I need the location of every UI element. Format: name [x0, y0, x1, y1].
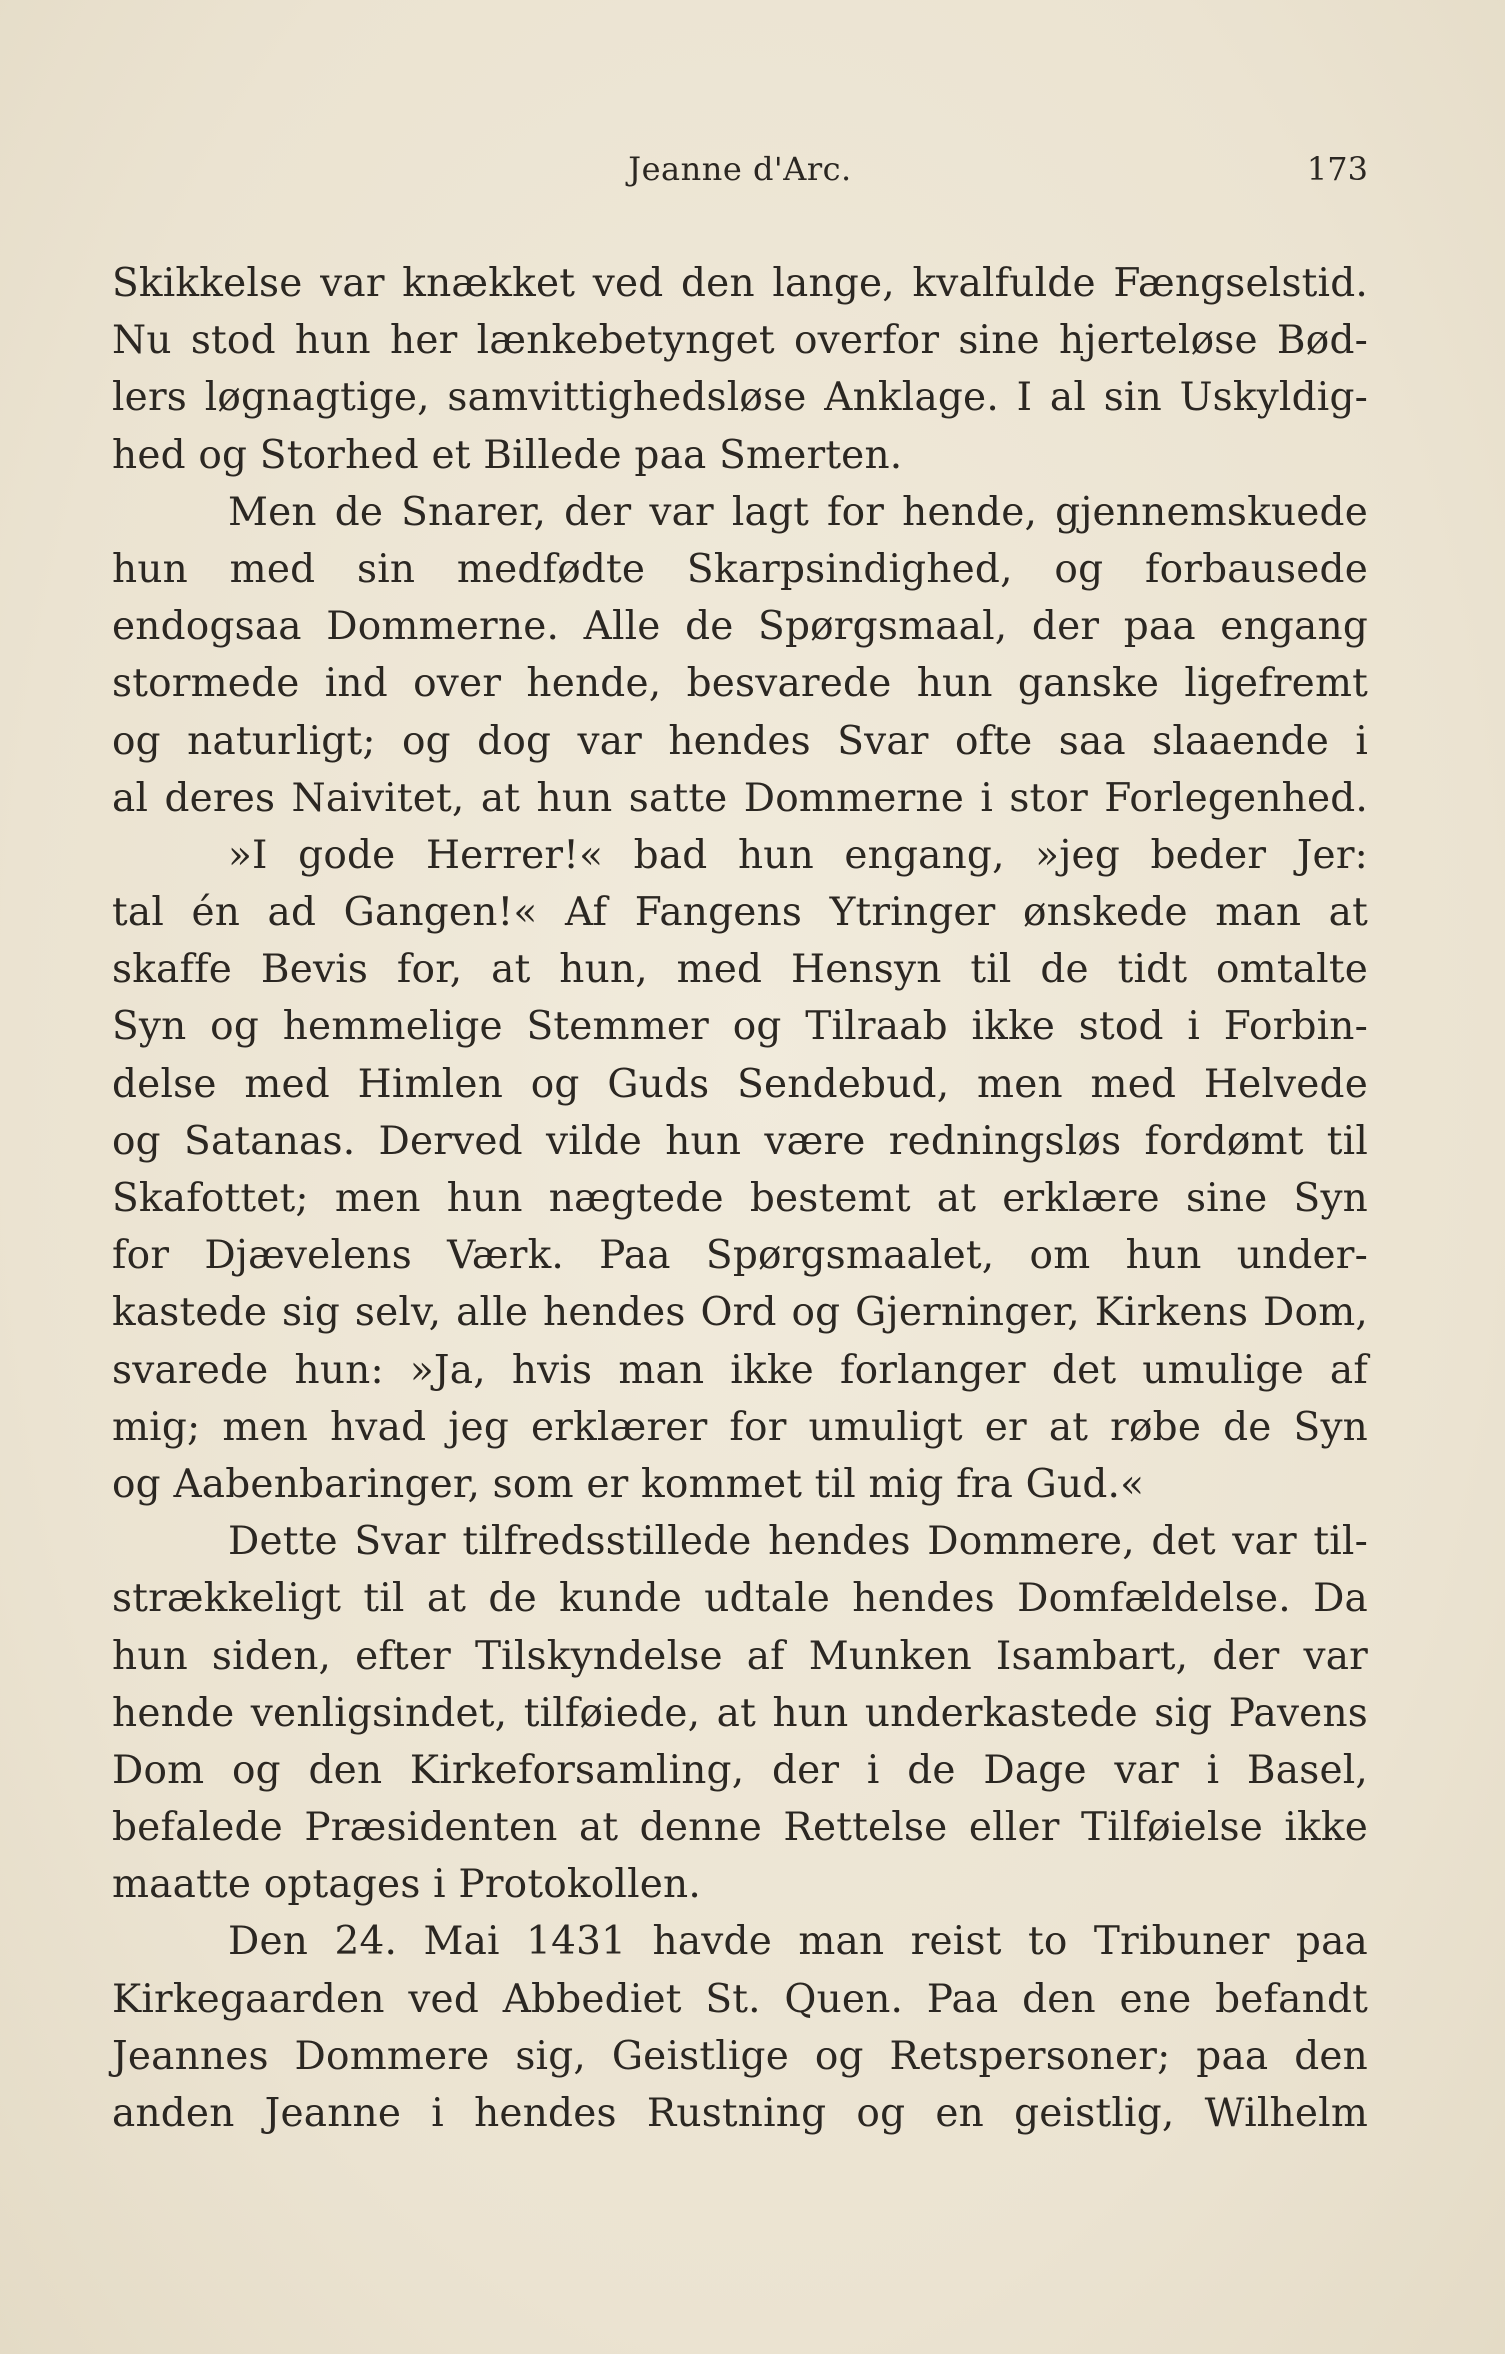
text-line: tal én ad Gangen!« Af Fangens Ytringer ønskede man at: [112, 890, 1368, 936]
paragraph-first-line: Dette Svar tilfredsstillede hendes Dommere, det var til-: [228, 1519, 1368, 1565]
text-line: mig; men hvad jeg erklærer for umuligt er at røbe de Syn: [112, 1404, 1368, 1450]
text-line: anden Jeanne i hendes Rustning og en geistlig, Wilhelm: [112, 2091, 1368, 2136]
text-line: hun med sin medfødte Skarpsindighed, og forbausede: [112, 546, 1368, 592]
text-line: Jeannes Dommere sig, Geistlige og Retspersoner; paa den: [112, 2033, 1368, 2079]
running-title: Jeanne d'Arc.: [628, 150, 852, 188]
page-number: 173: [1306, 150, 1368, 188]
text-line: hun siden, efter Tilskyndelse af Munken Isambart, der var: [112, 1633, 1368, 1679]
text-line: for Djævelens Værk. Paa Spørgsmaalet, om hun under-: [112, 1233, 1368, 1279]
text-line: maatte optages i Protokollen.: [112, 1862, 701, 1908]
text-line: og Satanas. Derved vilde hun være redningsløs fordømt til: [112, 1118, 1368, 1164]
text-line: Skafottet; men hun nægtede bestemt at erklære sine Syn: [112, 1176, 1368, 1221]
text-line: Dom og den Kirkeforsamling, der i de Dage var i Basel,: [112, 1747, 1368, 1793]
text-line: kastede sig selv, alle hendes Ord og Gjerninger, Kirkens Dom,: [112, 1290, 1368, 1336]
text-line: delse med Himlen og Guds Sendebud, men med Helvede: [112, 1061, 1368, 1107]
text-line: og naturligt; og dog var hendes Svar ofte saa slaaende i: [112, 718, 1368, 764]
text-line: Skikkelse var knækket ved den lange, kvalfulde Fængselstid.: [112, 261, 1368, 306]
text-line: befalede Præsidenten at denne Rettelse eller Tilføielse ikke: [112, 1805, 1368, 1851]
text-line: svarede hun: »Ja, hvis man ikke forlanger det umulige af: [112, 1347, 1368, 1393]
text-line: hende venligsindet, tilføiede, at hun underkastede sig Pavens: [112, 1690, 1368, 1736]
text-line: Nu stod hun her lænkebetynget overfor sine hjerteløse Bød-: [112, 318, 1368, 364]
paragraph-first-line: Men de Snarer, der var lagt for hende, gjennemskuede: [228, 489, 1368, 535]
text-line: Kirkegaarden ved Abbediet St. Quen. Paa den ene befandt: [112, 1976, 1368, 2022]
body-text: [112, 255, 1368, 2142]
text-line: endogsaa Dommerne. Alle de Spørgsmaal, der paa engang: [112, 604, 1368, 650]
text-line: hed og Storhed et Billede paa Smerten.: [112, 432, 903, 478]
text-line: skaffe Bevis for, at hun, med Hensyn til de tidt omtalte: [112, 947, 1368, 993]
text-line: al deres Naivitet, at hun satte Dommerne i stor Forlegenhed.: [112, 775, 1368, 821]
text-line: strækkeligt til at de kunde udtale hendes Domfældelse. Da: [112, 1576, 1368, 1622]
text-line: og Aabenbaringer, som er kommet til mig fra Gud.«: [112, 1461, 1145, 1507]
text-line: »I gode Herrer!« bad hun engang, »jeg beder Jer:: [228, 832, 1368, 878]
paragraph-first-line: Den 24. Mai 1431 havde man reist to Tribuner paa: [228, 1919, 1368, 1965]
text-line: stormede ind over hende, besvarede hun ganske ligefremt: [112, 661, 1368, 707]
text-line: Syn og hemmelige Stemmer og Tilraab ikke stod i Forbin-: [112, 1004, 1368, 1050]
text-line: lers løgnagtige, samvittighedsløse Anklage. I al sin Uskyldig-: [112, 375, 1368, 421]
running-head: [112, 146, 1368, 192]
